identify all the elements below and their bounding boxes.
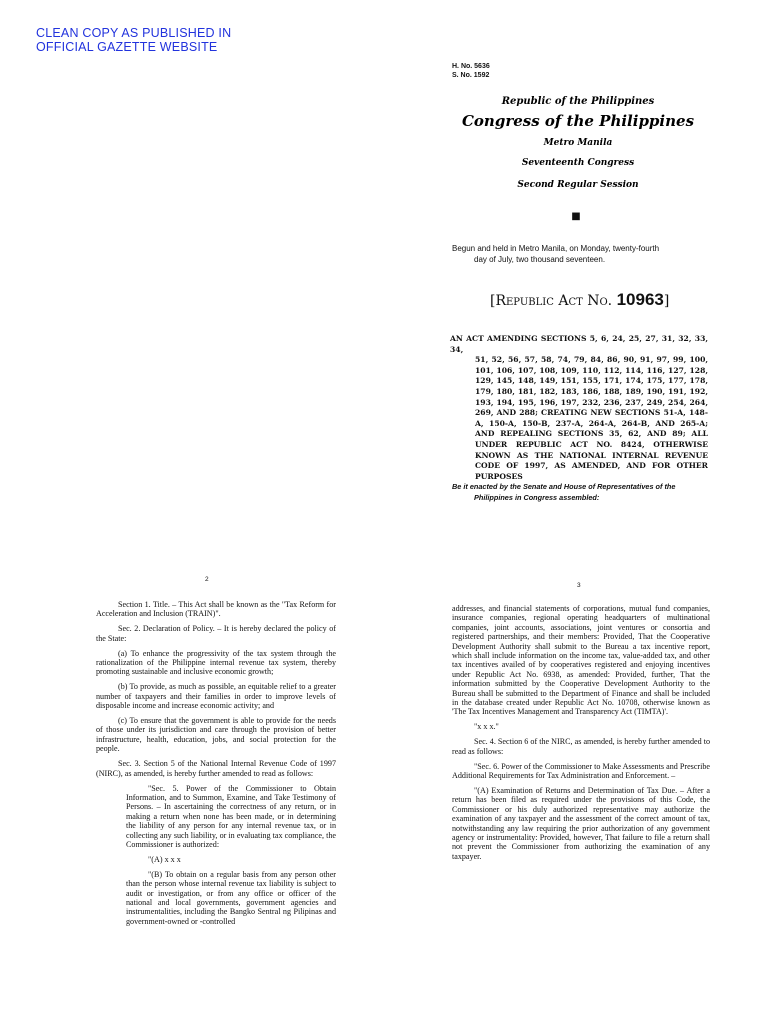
paragraph: Section 1. Title. – This Act shall be known as the "Tax Reform for Acceleration and Inclusion (TRAIN)". <box>96 600 336 619</box>
act-title-rest: 51, 52, 56, 57, 58, 74, 79, 84, 86, 90, 91, 97, 99, 100, 101, 106, 107, 108, 109, 110, 112, 114, 116, 127, 128, 129, 145, 148, 149, 151, 155, 171, 174, 175, 177, 178, 179, 180, 181, 182, 183, 186, 188, 189, 190, 191, 192, 193, 194, 195, 196, 197, 232, 236, 237, 249, 254, 264, 269, AND 288; CREATING NEW SECTIONS 51-A, 148-A, 150-A, 150-B, 237-A, 264-A, 264-B, AND 265-A; AND REPEALING SECTIONS 35, 62, AND 89; ALL UNDER REPUBLIC ACT NO. 8424, OTHERWISE KNOWN AS THE NATIONAL INTERNAL REVENUE CODE OF 1997, AS AMENDED, AND FOR OTHER PURPOSES <box>475 355 708 481</box>
paragraph: Sec. 4. Section 6 of the NIRC, as amended, is hereby further amended to read as follows: <box>452 737 710 756</box>
bill-numbers <box>452 62 490 80</box>
paragraph: Sec. 2. Declaration of Policy. – It is hereby declared the policy of the State: <box>96 624 336 643</box>
senate-bill-number: S. No. 1592 <box>452 72 490 79</box>
separator-mark: ■ <box>571 211 581 222</box>
republic-act-number: [Republic Act No. 10963] <box>490 290 670 309</box>
paragraph: "(A) Examination of Returns and Determination of Tax Due. – After a return has been filed as required under the provisions of this Code, the Commissioner or his duly authorized representative may authorize the examination of any taxpayer and the assessment of the correct amount of tax, notwithstanding any law requiring the prior authorization of any government agency or instrumentality: Provided, however, That failure to file a return shall not prevent the Commissioner from authorizing the examination of any taxpayer. <box>452 785 710 861</box>
paragraph: (b) To provide, as much as possible, an equitable relief to a greater number of taxpayers and their families in order to improve levels of disposable income and increase economic activity; and <box>96 682 336 711</box>
republic-act-value: 10963 <box>616 290 664 309</box>
gazette-banner: CLEAN COPY AS PUBLISHED IN OFFICIAL GAZETTE WEBSITE <box>36 26 232 54</box>
house-bill-number: H. No. 5636 <box>452 63 490 70</box>
congress-number-heading: Seventeenth Congress <box>521 158 635 168</box>
paragraph: Sec. 3. Section 5 of the National Internal Revenue Code of 1997 (NIRC), as amended, is hereby further amended to read as follows: <box>96 759 336 778</box>
republic-heading: Republic of the Philippines <box>501 96 655 107</box>
act-title <box>450 334 708 482</box>
page-number-2: 2 <box>205 576 209 583</box>
paragraph: (c) To ensure that the government is able to provide for the needs of those under its jurisdiction and care through the provision of better infrastructure, health, education, jobs, and social protection for the people. <box>96 716 336 754</box>
begun-line-1: Begun and held in Metro Manila, on Monday, twenty-fourth <box>452 244 660 253</box>
city-heading: Metro Manila <box>543 138 613 148</box>
paragraph: "Sec. 5. Power of the Commissioner to Obtain Information, and to Summon, Examine, and Take Testimony of Persons. – In ascertaining the correctness of any return, or in making a return when none has been made, or in determining the liability of any person for any internal revenue tax, or in collecting any such liability, or in evaluating tax compliance, the Commissioner is authorized: <box>126 783 336 849</box>
enacting-clause <box>452 482 708 503</box>
act-title-line-1: AN ACT AMENDING SECTIONS 5, 6, 24, 25, 27, 31, 32, 33, 34, <box>450 334 708 354</box>
republic-act-label: Republic Act No. <box>495 293 613 309</box>
paragraph: "(B) To obtain on a regular basis from any person other than the person whose internal revenue tax liability is subject to audit or investigation, or from any office or officer of the national and local governments, government agencies and instrumentalities, including the Bangko Sentral ng Pilipinas and government-owned or -controlled <box>126 869 336 926</box>
session-heading: Second Regular Session <box>517 180 639 190</box>
paragraph: addresses, and financial statements of corporations, mutual fund companies, insurance companies, regional operating headquarters of multinational companies, joint accounts, associations, joint ventures or consortia and registered partnerships, and their members: Provided, That the Cooperative Development Authority shall submit to the Bureau a tax incentive report, which shall include information on the income tax, value-added tax, and other tax incentives availed of by cooperatives registered and enjoying incentives under Republic Act No. 6938, as amended: Provided, further, That the information submitted by the Cooperative Development Authority to the Bureau shall be submitted to the Department of Finance and shall be included in the database created under Republic Act No. 10708, otherwise known as 'The Tax Incentives Management and Transparency Act (TIMTA)'. <box>452 604 710 717</box>
page-3-column <box>452 604 710 867</box>
paragraph: "Sec. 6. Power of the Commissioner to Make Assessments and Prescribe Additional Requirements for Tax Administration and Enforcement. – <box>452 761 710 780</box>
enacting-clause-line-2: Philippines in Congress assembled: <box>474 492 600 502</box>
paragraph: "(A) x x x <box>148 854 181 864</box>
begun-line-2: day of July, two thousand seventeen. <box>474 255 606 264</box>
page-2-column <box>96 600 336 932</box>
paragraph: (a) To enhance the progressivity of the tax system through the rationalization of the Philippine internal revenue tax system, thereby promoting sustainable and inclusive economic growth; <box>96 648 336 677</box>
begun-statement <box>452 243 708 265</box>
page-number-3: 3 <box>577 582 581 589</box>
enacting-clause-line-1: Be it enacted by the Senate and House of Representatives of the <box>452 482 676 491</box>
paragraph: "x x x." <box>474 722 499 732</box>
congress-heading: Congress of the Philippines <box>461 112 695 130</box>
